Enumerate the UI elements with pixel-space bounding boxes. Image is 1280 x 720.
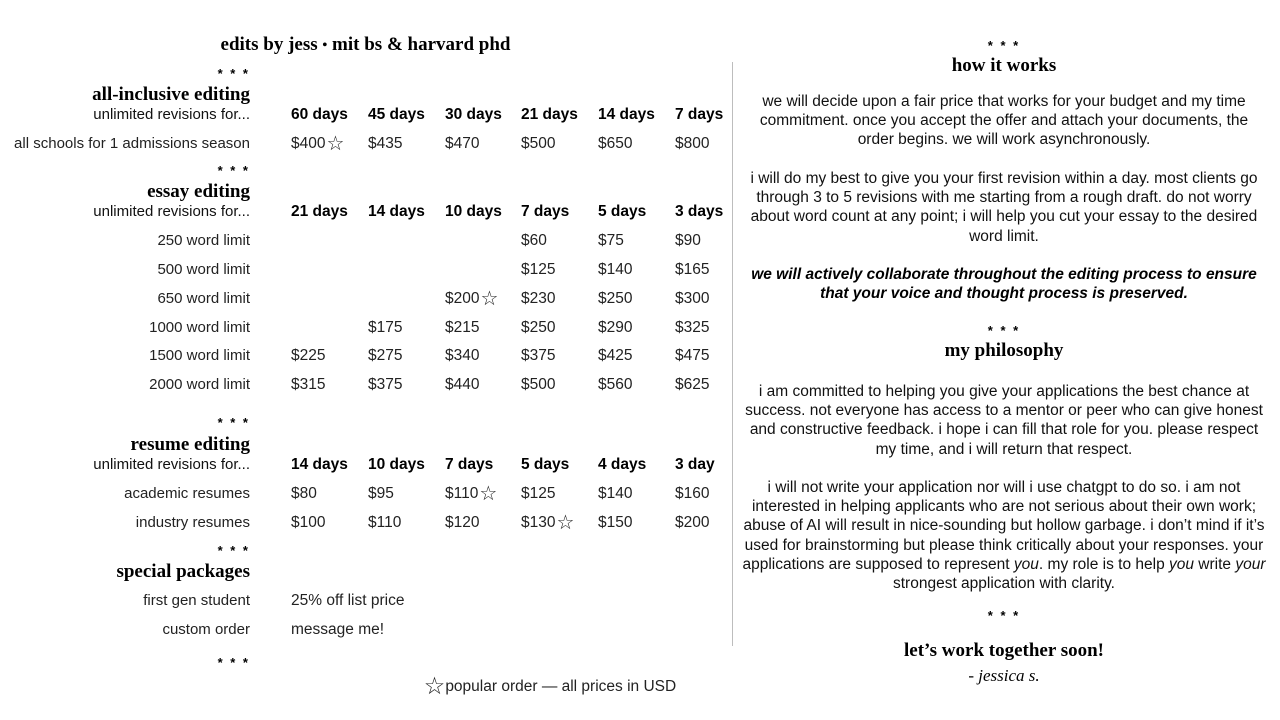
price-value: $470	[445, 135, 480, 152]
price-cell	[291, 134, 344, 154]
price-value: $100	[291, 514, 326, 531]
column-header: 3 day	[675, 456, 715, 473]
price-cell	[598, 513, 632, 533]
price-cell	[598, 231, 624, 251]
price-cell	[368, 346, 402, 366]
price-value: $275	[368, 347, 403, 364]
price-value: $400	[291, 135, 326, 152]
column-header: 30 days	[445, 106, 502, 123]
row-label: 1000 word limit	[149, 319, 250, 336]
price-value: $200	[675, 514, 710, 531]
price-value: $140	[598, 261, 633, 278]
price-value: $80	[291, 485, 317, 502]
row-label: industry resumes	[135, 514, 250, 531]
title-separator: •	[322, 38, 328, 53]
price-value: $200	[445, 290, 480, 307]
price-cell	[445, 375, 479, 395]
price-value: $215	[445, 319, 480, 336]
star-icon: ☆	[326, 133, 345, 155]
price-cell	[598, 260, 632, 280]
star-icon: ☆	[480, 288, 499, 310]
price-cell	[521, 260, 555, 280]
page-title	[0, 34, 731, 56]
special-value: message me!	[291, 621, 385, 638]
price-cell	[521, 134, 555, 154]
philosophy-text: . my role is to help	[1038, 555, 1169, 573]
price-value: $440	[445, 376, 480, 393]
price-cell	[445, 484, 497, 504]
price-cell	[445, 318, 479, 338]
price-value: $560	[598, 376, 633, 393]
price-cell	[445, 346, 479, 366]
price-cell	[445, 289, 498, 309]
section-divider-stars: * * *	[217, 66, 250, 81]
price-value: $110	[368, 514, 402, 531]
special-value: 25% off list price	[291, 592, 405, 609]
price-cell	[521, 318, 555, 338]
price-cell	[598, 318, 632, 338]
price-value: $290	[598, 319, 633, 336]
price-value: $800	[675, 135, 710, 152]
section-divider-stars: * * *	[987, 608, 1021, 623]
price-cell	[521, 513, 574, 533]
price-value: $140	[598, 485, 633, 502]
essay-subtitle: unlimited revisions for...	[93, 203, 250, 220]
column-header: 14 days	[598, 106, 655, 123]
brand-name: edits by jess	[220, 34, 318, 55]
vertical-divider	[732, 62, 733, 646]
price-value: $90	[675, 232, 701, 249]
section-divider-stars: * * *	[987, 38, 1021, 53]
how-it-works-title: how it works	[951, 55, 1057, 76]
price-value: $125	[521, 485, 556, 502]
price-value: $150	[598, 514, 633, 531]
philosophy-paragraph-1: i am committed to helping you give your applications the best chance at success. not everyone has access to a mentor or peer who can give honest and constructive feedback. i hope i can fill that role for you. please respect my time, and i will return that respect.	[745, 383, 1263, 458]
star-icon: ☆	[423, 673, 446, 700]
row-label: 2000 word limit	[149, 376, 250, 393]
row-label: 500 word limit	[157, 261, 250, 278]
price-value: $120	[445, 514, 480, 531]
price-cell	[675, 231, 701, 251]
price-value: $375	[368, 376, 403, 393]
price-value: $130	[521, 514, 556, 531]
row-label: 1500 word limit	[149, 347, 250, 364]
emphasis: your	[1235, 555, 1266, 573]
column-header: 4 days	[598, 456, 647, 473]
essay-title: essay editing	[147, 181, 250, 202]
price-cell	[598, 289, 632, 309]
price-cell	[598, 346, 632, 366]
column-header: 14 days	[291, 456, 348, 473]
column-header: 10 days	[445, 203, 502, 220]
price-value: $500	[521, 135, 556, 152]
star-icon: ☆	[556, 512, 575, 534]
price-cell	[675, 513, 709, 533]
philosophy-paragraph-2	[740, 478, 1268, 593]
section-divider-stars: * * *	[217, 163, 250, 178]
price-cell	[675, 484, 709, 504]
price-cell	[675, 134, 709, 154]
all-inclusive-title: all-inclusive editing	[92, 84, 250, 105]
price-cell	[598, 134, 632, 154]
section-divider-stars: * * *	[217, 655, 250, 670]
column-header: 10 days	[368, 456, 425, 473]
price-cell	[675, 260, 709, 280]
price-value: $250	[598, 290, 633, 307]
column-header: 3 days	[675, 203, 724, 220]
price-value: $340	[445, 347, 480, 364]
price-value: $475	[675, 347, 710, 364]
price-cell	[291, 484, 317, 504]
how-it-works-paragraph-3: we will actively collaborate throughout the editing process to ensure that your voice and thought process is preserved.	[751, 266, 1257, 303]
price-cell	[675, 346, 709, 366]
price-value: $315	[291, 376, 326, 393]
how-it-works-paragraph-1: we will decide upon a fair price that works for your budget and my time commitment. once you accept the offer and attach your documents, the order begins. we will work asynchronously.	[759, 93, 1249, 149]
star-icon: ☆	[479, 483, 498, 505]
price-cell	[368, 375, 402, 395]
footer-text: popular order — all prices in USD	[445, 678, 677, 695]
price-value: $435	[368, 135, 403, 152]
column-header: 45 days	[368, 106, 425, 123]
row-label: 250 word limit	[157, 232, 250, 249]
emphasis: you	[1013, 555, 1039, 573]
section-divider-stars: * * *	[987, 323, 1021, 338]
column-header: 7 days	[445, 456, 494, 473]
column-header: 21 days	[291, 203, 348, 220]
column-header: 14 days	[368, 203, 425, 220]
price-value: $160	[675, 485, 710, 502]
emphasis: you	[1169, 555, 1194, 573]
price-value: $650	[598, 135, 633, 152]
column-header: 7 days	[675, 106, 724, 123]
special-label: custom order	[162, 621, 250, 638]
price-value: $60	[521, 232, 547, 249]
philosophy-title: my philosophy	[944, 340, 1064, 361]
row-label: academic resumes	[124, 485, 250, 502]
price-value: $165	[675, 261, 710, 278]
all-inclusive-subtitle: unlimited revisions for...	[93, 106, 250, 123]
how-it-works-paragraph-2: i will do my best to give you your first revision within a day. most clients go through 3 to 5 revisions with me starting from a rough draft. do not worry about word count at any point; i will help you cut your essay to the desired word limit.	[750, 170, 1258, 245]
price-value: $250	[521, 319, 556, 336]
philosophy-text: write	[1194, 555, 1236, 573]
philosophy-text: strongest application with clarity.	[893, 575, 1115, 593]
price-cell	[521, 346, 555, 366]
price-value: $500	[521, 376, 556, 393]
row-label: 650 word limit	[157, 290, 250, 307]
section-divider-stars: * * *	[217, 415, 250, 430]
price-cell	[445, 134, 479, 154]
price-cell	[521, 484, 555, 504]
price-cell	[521, 231, 547, 251]
price-cell	[368, 484, 394, 504]
credentials: mit bs & harvard phd	[332, 34, 511, 55]
price-value: $375	[521, 347, 556, 364]
price-cell	[675, 289, 709, 309]
price-value: $125	[521, 261, 556, 278]
price-cell	[445, 513, 479, 533]
column-header: 60 days	[291, 106, 348, 123]
price-value: $625	[675, 376, 710, 393]
column-header: 5 days	[598, 203, 647, 220]
signature: - jessica s.	[968, 666, 1040, 685]
row-label: all schools for 1 admissions season	[14, 135, 250, 152]
column-header: 21 days	[521, 106, 578, 123]
price-value: $110	[445, 485, 479, 502]
column-header: 7 days	[521, 203, 570, 220]
price-value: $230	[521, 290, 556, 307]
special-title: special packages	[116, 561, 250, 582]
column-header: 5 days	[521, 456, 570, 473]
resume-subtitle: unlimited revisions for...	[93, 456, 250, 473]
price-cell	[368, 318, 402, 338]
price-value: $225	[291, 347, 326, 364]
price-cell	[291, 513, 325, 533]
price-cell	[675, 375, 709, 395]
section-divider-stars: * * *	[217, 543, 250, 558]
price-value: $95	[368, 485, 394, 502]
price-value: $175	[368, 319, 403, 336]
price-cell	[675, 318, 709, 338]
price-cell	[291, 346, 325, 366]
price-cell	[368, 513, 401, 533]
price-cell	[291, 375, 325, 395]
price-cell	[521, 289, 555, 309]
price-cell	[598, 375, 632, 395]
closing-title: let’s work together soon!	[904, 640, 1104, 661]
resume-title: resume editing	[130, 434, 250, 455]
price-value: $75	[598, 232, 624, 249]
price-value: $325	[675, 319, 710, 336]
price-cell	[521, 375, 555, 395]
price-value: $300	[675, 290, 710, 307]
price-cell	[598, 484, 632, 504]
special-label: first gen student	[143, 592, 250, 609]
price-value: $425	[598, 347, 633, 364]
price-cell	[368, 134, 402, 154]
philosophy-text: i will not write your application nor will i use chatgpt to do so. i am not interested in helping applicants who are not serious about their own work; abuse of AI will result in nice-sounding but hollow garbage. i don’t mind if it’s used for brainstorming but please think critically about your responses. your applications are supposed to represent	[742, 479, 1265, 573]
